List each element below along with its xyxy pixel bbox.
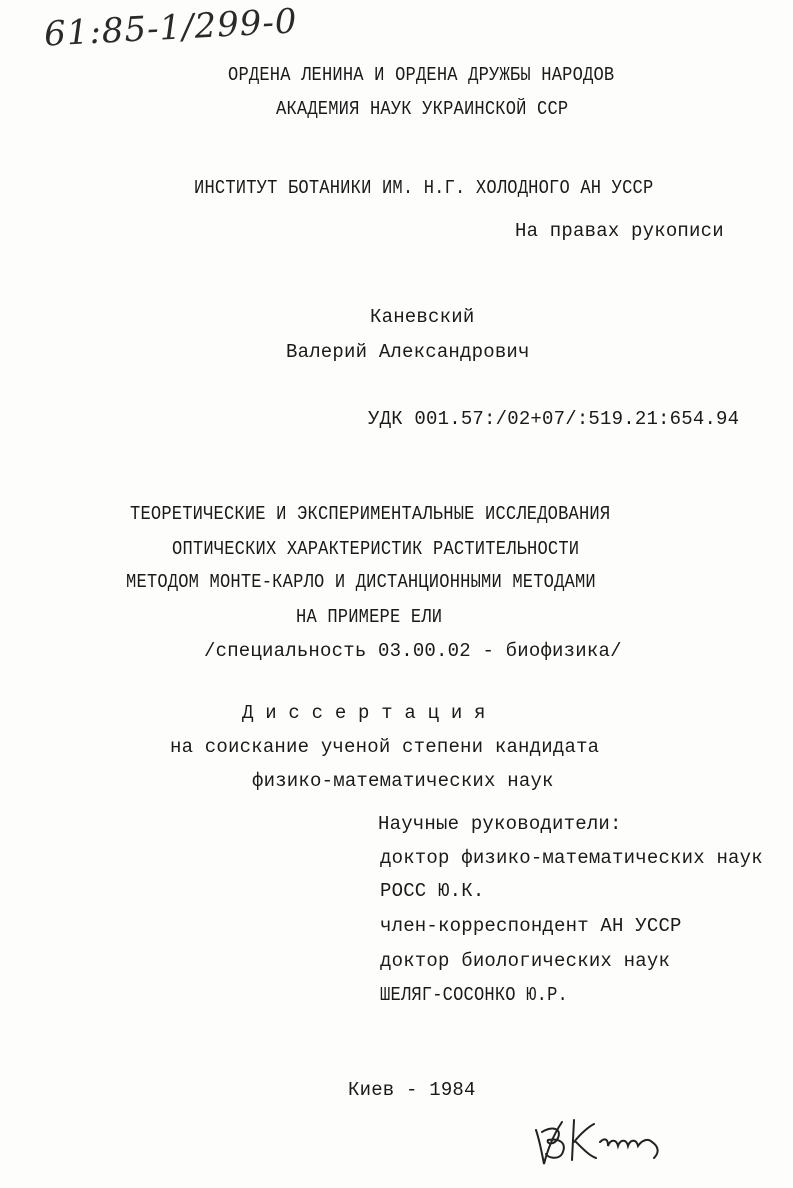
degree-line-2: на соискание ученой степени кандидата bbox=[170, 736, 600, 758]
manuscript-note: На правах рукописи bbox=[515, 220, 724, 242]
supervisor-line: член-корреспондент АН УССР bbox=[380, 915, 682, 937]
title-line-1: ТЕОРЕТИЧЕСКИЕ И ЭКСПЕРИМЕНТАЛЬНЫЕ ИССЛЕДОВАНИЯ bbox=[130, 503, 611, 525]
udc-code: УДК 001.57:/02+07/:519.21:654.94 bbox=[368, 408, 740, 430]
org-line-1: ОРДЕНА ЛЕНИНА И ОРДЕНА ДРУЖБЫ НАРОДОВ bbox=[228, 64, 615, 86]
org-line-2: АКАДЕМИЯ НАУК УКРАИНСКОЙ ССР bbox=[276, 98, 569, 120]
supervisor-line: доктор физико-математических наук bbox=[380, 847, 763, 869]
archive-mark: 61:85-1/299-0 bbox=[43, 1, 299, 55]
supervisor-line: доктор биологических наук bbox=[380, 950, 671, 972]
degree-heading: Д и с с е р т а ц и я bbox=[242, 702, 486, 724]
title-line-4: НА ПРИМЕРЕ ЕЛИ bbox=[296, 606, 443, 628]
supervisor-line: РОСС Ю.К. bbox=[380, 880, 485, 902]
institute-name: ИНСТИТУТ БОТАНИКИ ИМ. Н.Г. ХОЛОДНОГО АН УССР bbox=[194, 177, 654, 199]
specialty: /специальность 03.00.02 - биофизика/ bbox=[204, 640, 622, 662]
degree-line-3: физико-математических наук bbox=[252, 770, 554, 792]
signature bbox=[528, 1108, 668, 1172]
signature-icon bbox=[528, 1108, 668, 1172]
supervisors-heading: Научные руководители: bbox=[378, 813, 622, 835]
place-year: Киев - 1984 bbox=[348, 1079, 476, 1101]
supervisor-line: ШЕЛЯГ-СОСОНКО Ю.Р. bbox=[380, 984, 568, 1006]
author-surname: Каневский bbox=[370, 306, 475, 328]
author-given-names: Валерий Александрович bbox=[286, 341, 530, 363]
title-line-2: ОПТИЧЕСКИХ ХАРАКТЕРИСТИК РАСТИТЕЛЬНОСТИ bbox=[172, 538, 580, 560]
title-line-3: МЕТОДОМ МОНТЕ-КАРЛО И ДИСТАНЦИОННЫМИ МЕТОДАМИ bbox=[126, 571, 596, 593]
